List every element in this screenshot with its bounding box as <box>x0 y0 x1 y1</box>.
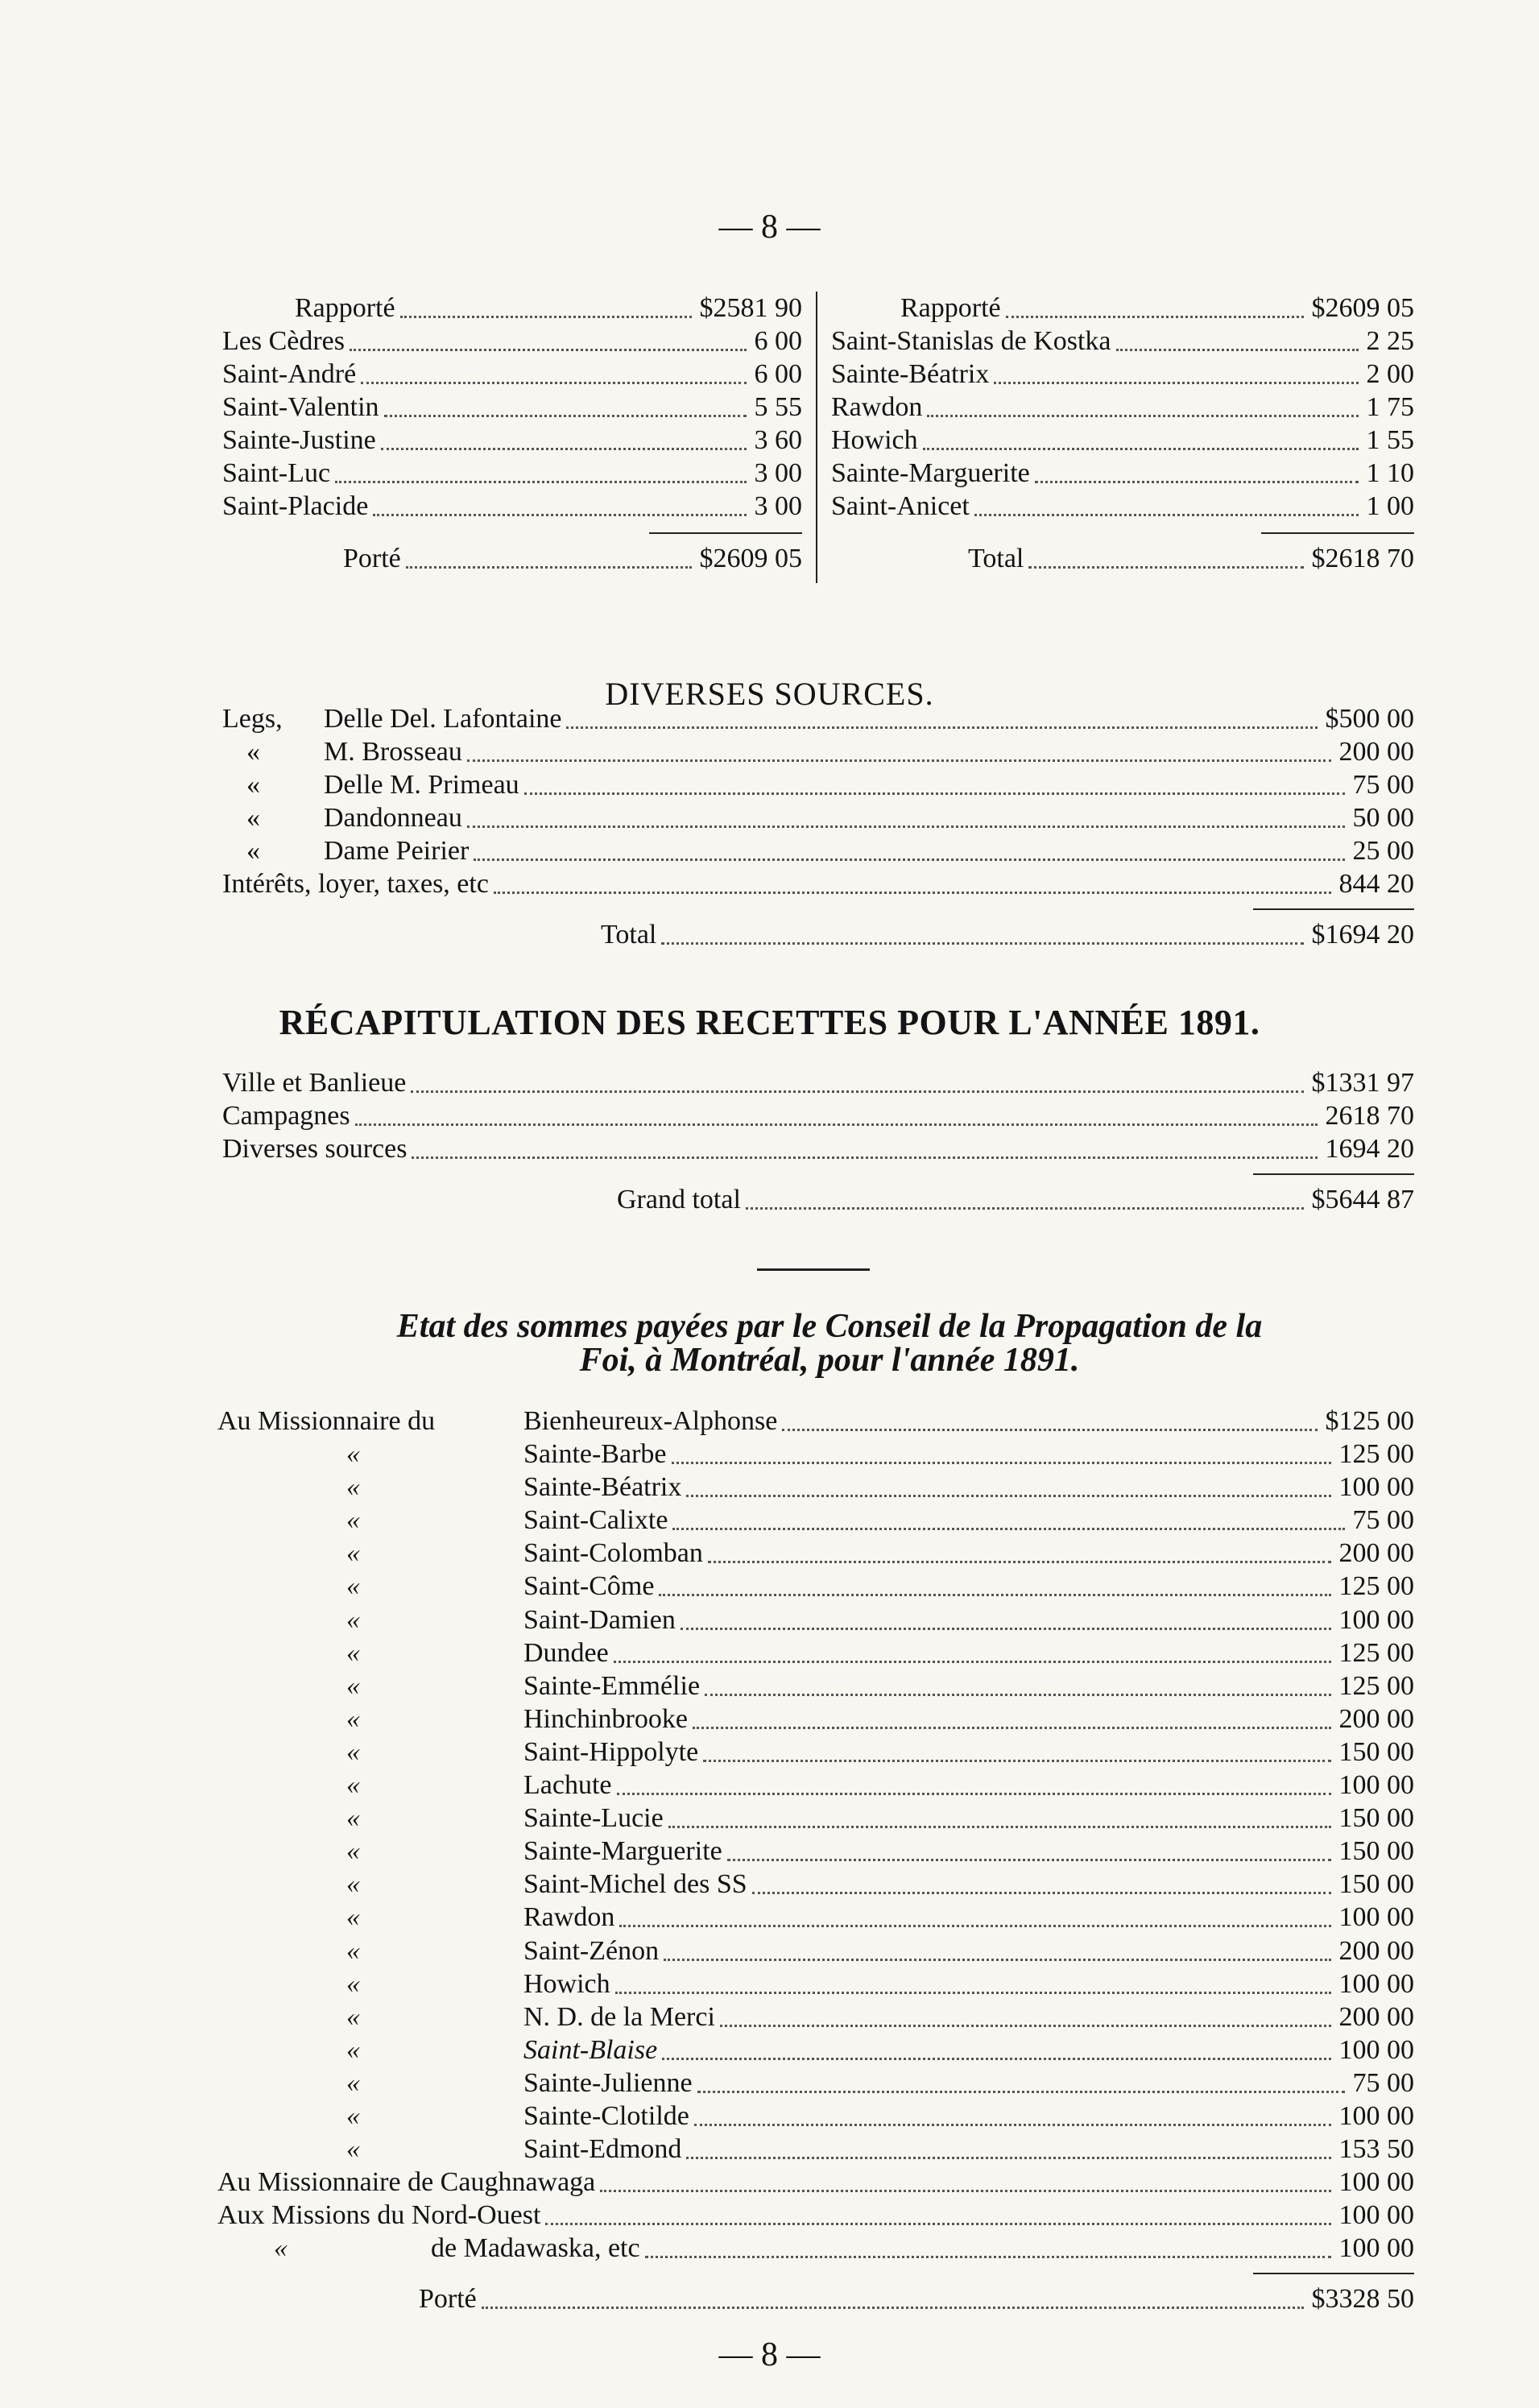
left_column-amount: 6 00 <box>754 359 802 389</box>
left_column-label: Rapporté <box>295 293 395 323</box>
right_column-label: Saint-Anicet <box>831 491 970 521</box>
dot-leader <box>614 1661 1331 1663</box>
ditto-mark: « <box>346 2067 360 2098</box>
mission-name: Au Missionnaire de Caughnawaga <box>217 2167 596 2198</box>
recap-amount: $1331 97 <box>1311 1068 1414 1098</box>
diverses-title: DIVERSES SOURCES. <box>605 676 934 712</box>
recap-sum-rule <box>1253 1173 1414 1175</box>
right_column-label: Sainte-Béatrix <box>831 359 990 389</box>
ditto-mark: « <box>346 1968 360 1999</box>
diverses-table <box>222 702 1414 951</box>
right_column-row <box>831 457 1414 490</box>
recap-row <box>222 1099 1414 1132</box>
payment-amount: 200 00 <box>1338 1935 1414 1966</box>
state-total-label: Porté <box>419 2284 477 2315</box>
right_column-amount: 2 00 <box>1366 359 1414 389</box>
payment-row <box>217 1603 1414 1636</box>
recap-amount: 1694 20 <box>1325 1134 1414 1164</box>
dot-leader <box>662 2058 1330 2060</box>
legacy-label: Delle Del. Lafontaine <box>324 704 562 734</box>
left_column-label: Les Cèdres <box>222 326 345 356</box>
ditto-mark: « <box>346 2134 360 2165</box>
dot-leader <box>681 1628 1331 1630</box>
payment-row <box>217 2199 1414 2232</box>
left_column-amount: $2581 90 <box>699 293 802 323</box>
dot-leader <box>705 1694 1330 1696</box>
dot-leader <box>350 349 746 351</box>
payment-row <box>217 1504 1414 1537</box>
dot-leader <box>672 1528 1344 1530</box>
mission-name: Bienheureux-Alphonse <box>523 1406 778 1436</box>
dot-leader <box>927 415 1358 417</box>
dot-leader <box>406 566 692 569</box>
payment-row <box>217 1736 1414 1769</box>
right-column <box>831 292 1414 575</box>
payment-row <box>217 2000 1414 2034</box>
legacy-label: M. Brosseau <box>324 737 462 767</box>
payment-amount: 100 00 <box>1338 1968 1414 1999</box>
payment-row <box>217 1868 1414 1901</box>
legacy-amount: $500 00 <box>1325 704 1414 734</box>
state-total-amount: $3328 50 <box>1311 2284 1414 2315</box>
diverses-total-row <box>222 918 1414 951</box>
dot-leader <box>1116 349 1359 351</box>
dot-leader <box>782 1429 1317 1431</box>
mission-name: Sainte-Béatrix <box>523 1472 682 1503</box>
diverses-total-label: Total <box>601 920 657 950</box>
ditto-mark: « <box>346 1472 360 1503</box>
mission-name: Saint-Edmond <box>523 2134 682 2165</box>
ditto-mark: « <box>346 1505 360 1536</box>
payment-row <box>217 1438 1414 1471</box>
recap-title: RÉCAPITULATION DES RECETTES POUR L'ANNÉE 1891. <box>279 1003 1260 1042</box>
legacy-row <box>222 768 1414 801</box>
ditto-mark: « <box>346 2100 360 2131</box>
right_column-label: Rapporté <box>900 293 1001 323</box>
payment-amount: 125 00 <box>1338 1439 1414 1470</box>
right_column-amount: 1 10 <box>1366 458 1414 488</box>
legacy-label: Dandonneau <box>324 803 462 833</box>
right_column-label: Rawdon <box>831 392 923 422</box>
mission-name: Lachute <box>523 1770 612 1801</box>
payment-amount: 150 00 <box>1338 1836 1414 1867</box>
dot-leader <box>373 514 746 516</box>
payment-amount: 100 00 <box>1338 2034 1414 2065</box>
legacy-amount: 200 00 <box>1338 737 1414 767</box>
recap-label: Diverses sources <box>222 1134 408 1164</box>
ditto-mark: « <box>346 2034 360 2065</box>
dot-leader <box>923 448 1359 450</box>
dot-leader <box>361 382 746 384</box>
left_column-row <box>222 391 802 424</box>
ditto-mark: « <box>346 1604 360 1635</box>
mission-name: Saint-Côme <box>523 1571 655 1602</box>
payment-row <box>217 1669 1414 1703</box>
ditto-mark: « <box>346 1637 360 1668</box>
recap-row <box>222 1066 1414 1099</box>
mission-name: Saint-Blaise <box>523 2034 658 2065</box>
payment-amount: 200 00 <box>1338 1538 1414 1569</box>
left_column-row <box>222 457 802 490</box>
mission-name: Saint-Zénon <box>523 1935 660 1966</box>
right_column-amount: 2 25 <box>1366 326 1414 356</box>
dot-leader <box>566 726 1317 729</box>
right_column-label: Sainte-Marguerite <box>831 458 1030 488</box>
mission-name: Aux Missions du Nord-Ouest <box>217 2200 541 2231</box>
payment-amount: 200 00 <box>1338 2001 1414 2032</box>
payment-amount: 150 00 <box>1338 1803 1414 1834</box>
dot-leader <box>659 1594 1330 1596</box>
grand-total-label: Grand total <box>617 1185 741 1214</box>
left_column-row <box>222 490 802 523</box>
state-title-line-1: Etat des sommes payées par le Conseil de la Propagation de la <box>396 1308 1263 1345</box>
diverses-sum-rule <box>1253 908 1414 910</box>
dot-leader <box>474 859 1344 861</box>
ditto-mark: « <box>346 1571 360 1602</box>
dot-leader <box>335 481 746 483</box>
left_column-row <box>222 424 802 457</box>
payment-row <box>217 2166 1414 2199</box>
right_column-row <box>831 490 1414 523</box>
left_column-total-label: Porté <box>343 544 401 573</box>
payment-amount: 125 00 <box>1338 1637 1414 1668</box>
payment-row <box>217 1537 1414 1570</box>
payment-amount: 75 00 <box>1352 1505 1414 1536</box>
legacy-label: Delle M. Primeau <box>324 770 519 800</box>
recap-label: Ville et Banlieue <box>222 1068 407 1098</box>
carried-forward-columns <box>222 292 1414 590</box>
payment-amount: 100 00 <box>1338 1770 1414 1801</box>
ditto-mark: « <box>346 2001 360 2032</box>
dot-leader <box>355 1123 1318 1126</box>
payment-amount: 100 00 <box>1338 2200 1414 2231</box>
ditto-mark: « <box>346 1935 360 1966</box>
dot-leader <box>708 1561 1331 1563</box>
legacy-amount: 75 00 <box>1352 770 1414 800</box>
payment-row <box>217 2034 1414 2067</box>
payment-amount: 100 00 <box>1338 1902 1414 1933</box>
right_column-label: Saint-Stanislas de Kostka <box>831 326 1111 356</box>
legacy-row <box>222 867 1414 900</box>
legacy-mark: « <box>246 737 260 767</box>
payment-row <box>217 1934 1414 1967</box>
right_column-total-row <box>831 542 1414 575</box>
payment-row <box>217 1901 1414 1934</box>
ditto-mark: « <box>346 1670 360 1701</box>
payment-row <box>217 1835 1414 1868</box>
left_column-amount: 3 00 <box>754 458 802 488</box>
recap-row <box>222 1132 1414 1165</box>
dot-leader <box>615 1992 1331 1994</box>
right_column-label: Howich <box>831 425 918 455</box>
right_column-amount: 1 55 <box>1366 425 1414 455</box>
payment-amount: 150 00 <box>1338 1736 1414 1767</box>
payment-row <box>217 1405 1414 1438</box>
ditto-mark: « <box>346 1736 360 1767</box>
payment-row <box>217 2067 1414 2100</box>
legacy-mark: « <box>246 770 260 800</box>
left_column-sum-rule <box>649 532 802 534</box>
mission-name: Sainte-Barbe <box>523 1439 667 1470</box>
mission-name: Saint-Hippolyte <box>523 1736 699 1767</box>
dot-leader <box>661 942 1303 945</box>
left_column-label: Saint-Valentin <box>222 392 379 422</box>
right_column-row <box>831 292 1414 325</box>
recap-table <box>222 1066 1414 1216</box>
payment-amount: 125 00 <box>1338 1571 1414 1602</box>
dot-leader <box>524 792 1345 795</box>
dot-leader <box>494 892 1331 894</box>
right_column-row <box>831 325 1414 358</box>
ditto-mark: « <box>346 1902 360 1933</box>
mission-name: Sainte-Lucie <box>523 1803 664 1834</box>
legacy-amount: 844 20 <box>1338 869 1414 899</box>
state-title-line-2: Foi, à Montréal, pour l'année 1891. <box>579 1342 1080 1379</box>
ditto-mark: « <box>274 2233 288 2264</box>
dot-leader <box>703 1760 1330 1762</box>
payment-row <box>217 2232 1414 2265</box>
left_column-row <box>222 292 802 325</box>
right_column-sum-rule <box>1261 532 1414 534</box>
payment-row <box>217 1703 1414 1736</box>
dot-leader <box>664 1959 1330 1961</box>
right_column-total-amount: $2618 70 <box>1311 544 1414 573</box>
mission-name: Hinchinbrooke <box>523 1703 688 1734</box>
legacy-mark: « <box>246 803 260 833</box>
mission-name: Rawdon <box>523 1902 615 1933</box>
left_column-amount: 6 00 <box>754 326 802 356</box>
legacy-row <box>222 834 1414 867</box>
mission-name: Saint-Calixte <box>523 1505 668 1536</box>
payment-amount: 150 00 <box>1338 1869 1414 1900</box>
dot-leader <box>746 1207 1304 1210</box>
mission-name: Sainte-Julienne <box>523 2067 693 2098</box>
payment-row <box>217 1471 1414 1504</box>
payment-row <box>217 1636 1414 1669</box>
dot-leader <box>974 514 1359 516</box>
recap-amount: 2618 70 <box>1325 1101 1414 1131</box>
ditto-mark: « <box>346 1803 360 1834</box>
dot-leader <box>668 1826 1331 1828</box>
legacy-label: Intérêts, loyer, taxes, etc <box>222 869 489 899</box>
payment-amount: 100 00 <box>1338 2167 1414 2198</box>
mission-name: Saint-Colomban <box>523 1538 703 1569</box>
dot-leader <box>686 2157 1330 2159</box>
payment-row <box>217 1802 1414 1835</box>
payment-row <box>217 1570 1414 1603</box>
left_column-total-amount: $2609 05 <box>699 544 802 573</box>
payment-row <box>217 2100 1414 2133</box>
dot-leader <box>412 1156 1317 1159</box>
right_column-total-label: Total <box>968 544 1024 573</box>
dot-leader <box>752 1892 1331 1894</box>
payment-amount: 100 00 <box>1338 2233 1414 2264</box>
legacy-mark: « <box>246 836 260 866</box>
payment-amount: 200 00 <box>1338 1703 1414 1734</box>
legacy-row <box>222 735 1414 768</box>
mission-name: Sainte-Clotilde <box>523 2100 689 2131</box>
mission-name: Sainte-Emmélie <box>523 1670 701 1701</box>
legacy-row <box>222 801 1414 834</box>
mission-name: N. D. de la Merci <box>523 2001 715 2032</box>
right_column-amount: 1 75 <box>1366 392 1414 422</box>
recap-label: Campagnes <box>222 1101 350 1131</box>
mission-name: Saint-Michel des SS <box>523 1869 747 1900</box>
dot-leader <box>727 1859 1331 1861</box>
payment-amount: 100 00 <box>1338 1472 1414 1503</box>
left_column-label: Sainte-Justine <box>222 425 376 455</box>
payment-row <box>217 1769 1414 1802</box>
dot-leader <box>672 1462 1331 1464</box>
left-column <box>222 292 802 575</box>
mission-name: Dundee <box>523 1637 609 1668</box>
legacy-row <box>222 702 1414 735</box>
state-total-row <box>217 2282 1414 2315</box>
mission-name: Saint-Damien <box>523 1604 676 1635</box>
ditto-mark: « <box>346 1703 360 1734</box>
dot-leader <box>697 2091 1345 2093</box>
recap-total-row <box>222 1183 1414 1216</box>
right_column-row <box>831 391 1414 424</box>
payments-list <box>217 1405 1414 2316</box>
dot-leader <box>467 825 1345 828</box>
legacy-amount: 25 00 <box>1352 836 1414 866</box>
payment-amount: 75 00 <box>1352 2067 1414 2098</box>
dot-leader <box>384 415 747 417</box>
dot-leader <box>686 1495 1330 1497</box>
ditto-mark: « <box>346 1439 360 1470</box>
left_column-total-row <box>222 542 802 575</box>
mission-name: Sainte-Marguerite <box>523 1836 722 1867</box>
dot-leader <box>619 1925 1330 1927</box>
left_column-row <box>222 325 802 358</box>
payment-amount: 153 50 <box>1338 2134 1414 2165</box>
section-separator <box>757 1268 870 1271</box>
mission-name: de Madawaska, etc <box>431 2233 640 2264</box>
dot-leader <box>400 316 692 318</box>
mission-name: Howich <box>523 1968 610 1999</box>
page-number-bottom: — 8 — <box>718 2336 821 2373</box>
payment-amount: 100 00 <box>1338 2100 1414 2131</box>
dot-leader <box>720 2025 1331 2027</box>
payment-row <box>217 1967 1414 2000</box>
dot-leader <box>694 2124 1331 2126</box>
dot-leader <box>545 2223 1330 2225</box>
ditto-mark: « <box>346 1836 360 1867</box>
page-number-top: — 8 — <box>718 209 821 246</box>
dot-leader <box>1006 316 1304 318</box>
ditto-mark: « <box>346 1770 360 1801</box>
ditto-mark: « <box>346 1538 360 1569</box>
legacy-mark: Legs, <box>222 704 283 734</box>
diverses-total-amount: $1694 20 <box>1311 920 1414 950</box>
payment-prefix: Au Missionnaire du <box>217 1406 436 1436</box>
dot-leader <box>467 759 1331 762</box>
right_column-row <box>831 424 1414 457</box>
left_column-amount: 3 00 <box>754 491 802 521</box>
left_column-amount: 5 55 <box>754 392 802 422</box>
left_column-label: Saint-Placide <box>222 491 369 521</box>
dot-leader <box>693 1727 1331 1729</box>
left_column-label: Saint-Luc <box>222 458 331 488</box>
ditto-mark: « <box>346 1869 360 1900</box>
column-divider <box>816 292 817 583</box>
legacy-amount: 50 00 <box>1352 803 1414 833</box>
dot-leader <box>1035 481 1359 483</box>
dot-leader <box>411 1090 1303 1093</box>
dot-leader <box>645 2256 1331 2258</box>
dot-leader <box>1028 566 1303 569</box>
right_column-amount: $2609 05 <box>1311 293 1414 323</box>
dot-leader <box>381 448 747 450</box>
legacy-label: Dame Peirier <box>324 836 470 866</box>
payment-row <box>217 2133 1414 2166</box>
dot-leader <box>994 382 1358 384</box>
left_column-label: Saint-André <box>222 359 357 389</box>
right_column-amount: 1 00 <box>1366 491 1414 521</box>
left_column-amount: 3 60 <box>754 425 802 455</box>
dot-leader <box>600 2190 1330 2192</box>
dot-leader <box>617 1793 1331 1795</box>
right_column-row <box>831 358 1414 391</box>
state-sum-rule <box>1253 2273 1414 2274</box>
payment-amount: 125 00 <box>1338 1670 1414 1701</box>
payment-amount: $125 00 <box>1325 1406 1414 1436</box>
left_column-row <box>222 358 802 391</box>
dot-leader <box>482 2307 1304 2309</box>
grand-total-amount: $5644 87 <box>1311 1185 1414 1214</box>
payment-amount: 100 00 <box>1338 1604 1414 1635</box>
